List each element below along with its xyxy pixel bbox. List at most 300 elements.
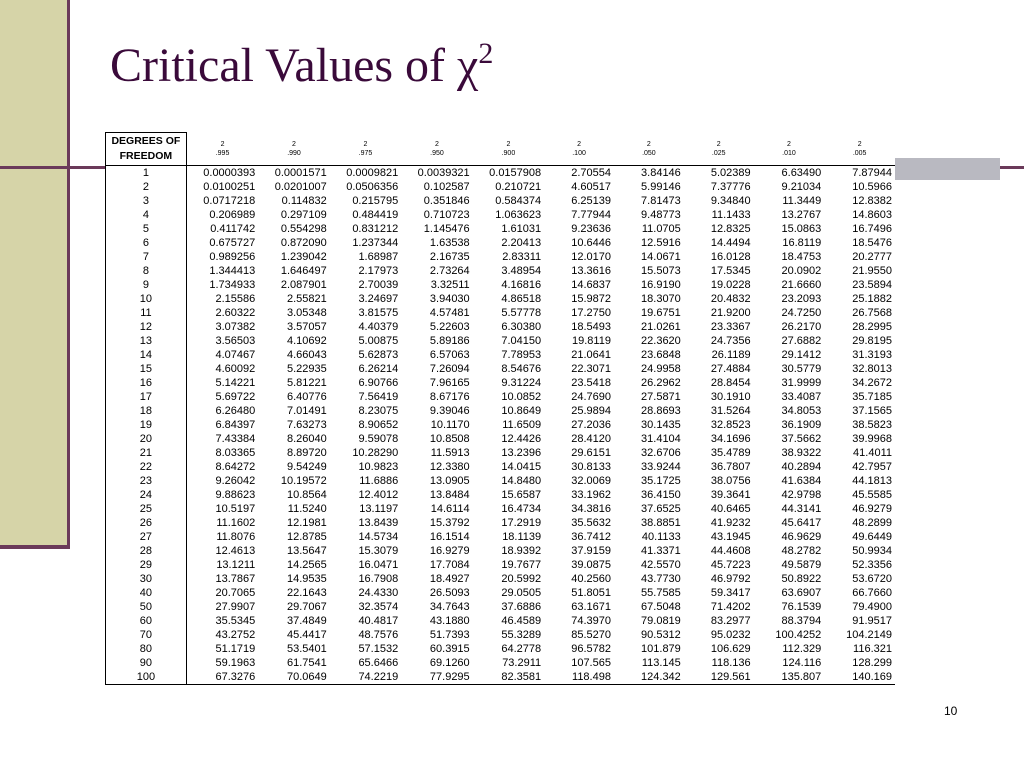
critical-value-cell: 31.3193 xyxy=(852,349,892,361)
critical-value-cell: 41.6384 xyxy=(781,475,822,487)
critical-value-cell: 6.90766 xyxy=(358,377,399,389)
critical-value-cell: 106.629 xyxy=(710,643,751,655)
critical-value-cell: 30.8133 xyxy=(571,461,611,473)
critical-value-cell: 4.16816 xyxy=(501,279,542,291)
critical-value-cell: 29.8195 xyxy=(852,335,892,347)
critical-value-cell: 112.329 xyxy=(782,643,822,655)
column-header-superscript: 2 xyxy=(716,140,721,148)
critical-value-cell: 64.2778 xyxy=(501,643,542,655)
critical-value-cell: 0.872090 xyxy=(280,237,327,249)
df-cell: 80 xyxy=(106,642,187,656)
df-cell: 2 xyxy=(106,180,187,194)
table-row xyxy=(106,656,896,670)
critical-value-cell: 11.1602 xyxy=(216,517,256,529)
critical-value-cell: 30.5779 xyxy=(781,363,822,375)
critical-value-cell: 66.7660 xyxy=(852,587,892,599)
critical-value-cell: 24.7690 xyxy=(571,391,611,403)
df-cell: 70 xyxy=(106,628,187,642)
side-bar-bottom-rule xyxy=(0,545,70,549)
critical-value-cell: 5.81221 xyxy=(286,377,327,389)
table-row xyxy=(106,474,896,488)
critical-value-cell: 24.7356 xyxy=(710,335,751,347)
df-cell: 1 xyxy=(106,166,187,181)
critical-value-cell: 1.68987 xyxy=(358,251,399,263)
df-cell: 22 xyxy=(106,460,187,474)
critical-value-cell: 0.675727 xyxy=(209,237,256,249)
critical-value-cell: 5.57778 xyxy=(501,307,542,319)
critical-value-cell: 13.1197 xyxy=(359,503,399,515)
critical-value-cell: 3.81575 xyxy=(358,307,399,319)
critical-value-cell: 6.57063 xyxy=(429,349,470,361)
critical-value-cell: 26.2962 xyxy=(641,377,681,389)
critical-value-cell: 16.1514 xyxy=(429,531,470,543)
critical-value-cell: 9.88623 xyxy=(215,489,256,501)
critical-value-cell: 74.3970 xyxy=(571,615,611,627)
critical-value-cell: 124.342 xyxy=(614,670,684,685)
table-row xyxy=(106,432,896,446)
critical-value-cell: 15.3792 xyxy=(429,517,470,529)
critical-value-cell: 23.2093 xyxy=(781,293,822,305)
table-row xyxy=(106,418,896,432)
column-header xyxy=(754,133,825,166)
critical-value-cell: 43.1880 xyxy=(429,615,470,627)
critical-value-cell: 12.4426 xyxy=(501,433,542,445)
critical-value-cell: 2.17973 xyxy=(358,265,399,277)
critical-value-cell: 15.0863 xyxy=(781,223,822,235)
table-row xyxy=(106,180,896,194)
critical-value-cell: 32.8013 xyxy=(852,363,892,375)
slide-title xyxy=(110,37,494,92)
critical-value-cell: 21.6660 xyxy=(781,279,822,291)
critical-value-cell: 1.734933 xyxy=(209,279,256,291)
critical-value-cell: 9.34840 xyxy=(710,195,751,207)
df-cell: 100 xyxy=(106,670,187,685)
critical-value-cell: 40.2560 xyxy=(571,573,611,585)
df-cell: 18 xyxy=(106,404,187,418)
critical-value-cell: 107.565 xyxy=(571,657,611,669)
critical-value-cell: 4.60517 xyxy=(571,181,611,193)
critical-value-cell: 44.3141 xyxy=(781,503,822,515)
critical-value-cell: 51.8051 xyxy=(571,587,611,599)
critical-value-cell: 10.5197 xyxy=(215,503,256,515)
critical-value-cell: 26.7568 xyxy=(852,307,892,319)
df-cell: 10 xyxy=(106,292,187,306)
critical-value-cell: 20.2777 xyxy=(852,251,892,263)
critical-value-cell: 10.8508 xyxy=(429,433,470,445)
critical-value-cell: 11.6886 xyxy=(359,475,399,487)
df-cell: 21 xyxy=(106,446,187,460)
critical-value-cell: 13.8439 xyxy=(358,517,399,529)
critical-value-cell: 36.4150 xyxy=(641,489,681,501)
critical-value-cell: 12.5916 xyxy=(641,237,681,249)
critical-value-cell: 23.3367 xyxy=(710,321,751,333)
critical-value-cell: 95.0232 xyxy=(710,629,751,641)
critical-value-cell: 39.0875 xyxy=(571,559,611,571)
critical-value-cell: 39.3641 xyxy=(710,489,751,501)
critical-value-cell: 48.2782 xyxy=(781,545,822,557)
critical-value-cell: 34.8053 xyxy=(781,405,822,417)
critical-value-cell: 14.2565 xyxy=(286,559,327,571)
critical-value-cell: 6.63490 xyxy=(754,166,825,181)
critical-value-cell: 0.0000393 xyxy=(186,166,258,181)
critical-value-cell: 38.8851 xyxy=(641,517,681,529)
critical-value-cell: 90.5312 xyxy=(641,629,681,641)
table-row xyxy=(106,642,896,656)
critical-value-cell: 76.1539 xyxy=(781,601,822,613)
degrees-of-freedom-header xyxy=(106,133,187,166)
decorative-gray-band xyxy=(895,158,1000,180)
critical-value-cell: 17.7084 xyxy=(429,559,470,571)
critical-value-cell: 8.54676 xyxy=(501,363,542,375)
critical-value-cell: 36.7412 xyxy=(571,531,611,543)
critical-value-cell: 140.169 xyxy=(824,670,895,685)
table-row xyxy=(106,460,896,474)
column-header-superscript: 2 xyxy=(857,140,862,148)
critical-value-cell: 39.9968 xyxy=(852,433,892,445)
critical-value-cell: 10.8649 xyxy=(501,405,542,417)
critical-value-cell: 27.5871 xyxy=(641,391,681,403)
critical-value-cell: 0.554298 xyxy=(280,223,327,235)
critical-value-cell: 63.1671 xyxy=(571,601,611,613)
critical-value-cell: 4.60092 xyxy=(215,363,256,375)
critical-value-cell: 38.5823 xyxy=(852,419,892,431)
critical-value-cell: 0.215795 xyxy=(352,195,399,207)
critical-value-cell: 96.5782 xyxy=(571,643,611,655)
critical-value-cell: 91.9517 xyxy=(852,615,892,627)
critical-value-cell: 5.14221 xyxy=(215,377,256,389)
critical-value-cell: 29.0505 xyxy=(501,587,542,599)
table-row xyxy=(106,166,896,181)
critical-value-cell: 49.6449 xyxy=(852,531,892,543)
critical-value-cell: 45.5585 xyxy=(852,489,892,501)
critical-value-cell: 18.1139 xyxy=(502,531,542,543)
critical-value-cell: 74.2219 xyxy=(330,670,401,685)
critical-value-cell: 3.24697 xyxy=(358,293,399,305)
critical-value-cell: 38.9322 xyxy=(781,447,822,459)
critical-value-cell: 16.0128 xyxy=(710,251,751,263)
critical-value-cell: 11.8076 xyxy=(216,531,256,543)
critical-value-cell: 28.2995 xyxy=(852,321,892,333)
critical-value-cell: 0.831212 xyxy=(352,223,399,235)
column-header-alpha: .990 xyxy=(287,149,301,157)
critical-value-cell: 34.2672 xyxy=(852,377,892,389)
critical-value-cell: 18.5476 xyxy=(852,237,892,249)
df-cell: 23 xyxy=(106,474,187,488)
critical-value-cell: 57.1532 xyxy=(358,643,399,655)
critical-value-cell: 9.48773 xyxy=(641,209,681,221)
table-row xyxy=(106,208,896,222)
critical-value-cell: 53.6720 xyxy=(852,573,892,585)
critical-value-cell: 129.561 xyxy=(684,670,754,685)
critical-value-cell: 4.10692 xyxy=(286,335,327,347)
critical-value-cell: 6.84397 xyxy=(215,419,256,431)
table-row xyxy=(106,572,896,586)
critical-value-cell: 29.1412 xyxy=(781,349,822,361)
critical-value-cell: 124.116 xyxy=(782,657,822,669)
df-cell: 20 xyxy=(106,432,187,446)
critical-value-cell: 7.78953 xyxy=(501,349,542,361)
column-header xyxy=(473,133,544,166)
side-bar-border xyxy=(67,0,70,548)
critical-value-cell: 35.5632 xyxy=(571,517,611,529)
critical-value-cell: 35.5345 xyxy=(215,615,256,627)
table-row xyxy=(106,236,896,250)
column-header-alpha: .950 xyxy=(430,149,444,157)
critical-value-cell: 37.9159 xyxy=(571,545,611,557)
critical-value-cell: 128.299 xyxy=(852,657,892,669)
critical-value-cell: 113.145 xyxy=(641,657,681,669)
critical-value-cell: 40.2894 xyxy=(781,461,822,473)
critical-value-cell: 8.23075 xyxy=(358,405,399,417)
table-header-row xyxy=(106,133,896,166)
table-row xyxy=(106,544,896,558)
critical-value-cell: 3.32511 xyxy=(430,279,470,291)
critical-value-cell: 49.5879 xyxy=(781,559,822,571)
df-cell: 27 xyxy=(106,530,187,544)
table-row xyxy=(106,516,896,530)
critical-value-cell: 6.26480 xyxy=(215,405,256,417)
critical-value-cell: 7.01491 xyxy=(286,405,327,417)
table-row xyxy=(106,320,896,334)
critical-value-cell: 12.4012 xyxy=(358,489,399,501)
critical-value-cell: 9.23636 xyxy=(571,223,611,235)
critical-value-cell: 23.6848 xyxy=(641,349,681,361)
table-row xyxy=(106,334,896,348)
critical-value-cell: 43.2752 xyxy=(215,629,256,641)
critical-value-cell: 55.7585 xyxy=(641,587,681,599)
critical-value-cell: 0.411742 xyxy=(210,223,256,235)
critical-value-cell: 19.6751 xyxy=(641,307,681,319)
critical-value-cell: 118.136 xyxy=(711,657,751,669)
critical-value-cell: 60.3915 xyxy=(429,643,470,655)
critical-value-cell: 17.2750 xyxy=(571,307,611,319)
critical-value-cell: 26.5093 xyxy=(429,587,470,599)
critical-value-cell: 33.1962 xyxy=(571,489,611,501)
critical-value-cell: 15.9872 xyxy=(571,293,611,305)
column-header-superscript: 2 xyxy=(506,140,511,148)
critical-value-cell: 0.297109 xyxy=(280,209,327,221)
critical-value-cell: 55.3289 xyxy=(501,629,542,641)
critical-value-cell: 32.6706 xyxy=(641,447,681,459)
column-header xyxy=(330,133,401,166)
critical-value-cell: 30.1435 xyxy=(641,419,681,431)
critical-value-cell: 22.1643 xyxy=(286,587,327,599)
critical-value-cell: 10.0852 xyxy=(501,391,542,403)
critical-value-cell: 27.9907 xyxy=(215,601,256,613)
critical-value-cell: 59.3417 xyxy=(710,587,751,599)
critical-value-cell: 40.6465 xyxy=(710,503,751,515)
critical-value-cell: 65.6466 xyxy=(358,657,399,669)
critical-value-cell: 37.6525 xyxy=(641,503,681,515)
critical-value-cell: 27.2036 xyxy=(571,419,611,431)
column-header-alpha: .900 xyxy=(501,149,516,157)
critical-value-cell: 18.9392 xyxy=(501,545,542,557)
column-header-alpha: .050 xyxy=(642,149,656,157)
critical-value-cell: 15.5073 xyxy=(641,265,681,277)
critical-value-cell: 8.90652 xyxy=(358,419,399,431)
critical-value-cell: 36.1909 xyxy=(781,419,822,431)
column-header-alpha: .100 xyxy=(572,149,586,157)
critical-value-cell: 24.4330 xyxy=(358,587,399,599)
critical-value-cell: 6.26214 xyxy=(358,363,399,375)
critical-value-cell: 8.26040 xyxy=(286,433,327,445)
critical-value-cell: 31.9999 xyxy=(781,377,822,389)
critical-value-cell: 20.5992 xyxy=(501,573,542,585)
critical-value-cell: 40.1133 xyxy=(641,531,681,543)
critical-value-cell: 32.3574 xyxy=(358,601,399,613)
critical-value-cell: 14.6114 xyxy=(430,503,470,515)
critical-value-cell: 31.4104 xyxy=(641,433,681,445)
critical-value-cell: 31.5264 xyxy=(710,405,751,417)
critical-value-cell: 13.2767 xyxy=(781,209,822,221)
table-row xyxy=(106,614,896,628)
table-row xyxy=(106,222,896,236)
critical-value-cell: 118.498 xyxy=(544,670,614,685)
df-cell: 50 xyxy=(106,600,187,614)
df-cell: 3 xyxy=(106,194,187,208)
column-header-alpha: .975 xyxy=(358,149,373,157)
table-row xyxy=(106,488,896,502)
critical-value-cell: 0.351846 xyxy=(423,195,470,207)
table-row xyxy=(106,250,896,264)
column-header-alpha: .025 xyxy=(711,149,726,157)
critical-value-cell: 10.9823 xyxy=(358,461,399,473)
critical-value-cell: 0.484419 xyxy=(352,209,399,221)
critical-value-cell: 0.0001571 xyxy=(258,166,329,181)
df-cell: 40 xyxy=(106,586,187,600)
table-row xyxy=(106,530,896,544)
column-header xyxy=(614,133,684,166)
critical-value-cell: 0.0009821 xyxy=(330,166,401,181)
critical-value-cell: 33.9244 xyxy=(641,461,681,473)
critical-value-cell: 4.40379 xyxy=(358,321,399,333)
df-cell: 17 xyxy=(106,390,187,404)
critical-value-cell: 37.6886 xyxy=(501,601,542,613)
critical-value-cell: 13.5647 xyxy=(286,545,327,557)
df-cell: 7 xyxy=(106,250,187,264)
critical-value-cell: 37.4849 xyxy=(286,615,327,627)
table-row xyxy=(106,376,896,390)
critical-value-cell: 16.9190 xyxy=(641,279,681,291)
critical-value-cell: 44.1813 xyxy=(852,475,892,487)
critical-value-cell: 11.5240 xyxy=(287,503,327,515)
column-header-superscript: 2 xyxy=(220,140,225,148)
critical-value-cell: 21.9550 xyxy=(852,265,892,277)
critical-value-cell: 20.7065 xyxy=(215,587,256,599)
critical-value-cell: 12.8785 xyxy=(286,531,327,543)
critical-value-cell: 19.0228 xyxy=(710,279,751,291)
critical-value-cell: 45.7223 xyxy=(710,559,751,571)
table-row xyxy=(106,628,896,642)
critical-value-cell: 11.6509 xyxy=(502,419,542,431)
critical-value-cell: 4.57481 xyxy=(429,307,470,319)
critical-value-cell: 42.7957 xyxy=(852,461,892,473)
critical-value-cell: 19.7677 xyxy=(501,559,542,571)
column-header xyxy=(544,133,614,166)
critical-value-cell: 17.5345 xyxy=(710,265,751,277)
critical-value-cell: 41.3371 xyxy=(641,545,681,557)
critical-value-cell: 16.7908 xyxy=(358,573,399,585)
df-cell: 90 xyxy=(106,656,187,670)
critical-value-cell: 10.19572 xyxy=(280,475,327,487)
critical-value-cell: 63.6907 xyxy=(781,587,822,599)
critical-value-cell: 14.9535 xyxy=(286,573,327,585)
critical-value-cell: 6.25139 xyxy=(571,195,611,207)
critical-value-cell: 16.8119 xyxy=(782,237,822,249)
df-cell: 4 xyxy=(106,208,187,222)
column-header xyxy=(186,133,258,166)
critical-value-cell: 8.89720 xyxy=(286,447,327,459)
critical-value-cell: 12.4613 xyxy=(215,545,256,557)
df-cell: 30 xyxy=(106,572,187,586)
column-header-superscript: 2 xyxy=(292,140,296,148)
critical-value-cell: 42.5570 xyxy=(641,559,681,571)
critical-value-cell: 2.55821 xyxy=(286,293,327,305)
df-header-line2: FREEDOM xyxy=(119,150,173,162)
critical-value-cell: 28.8454 xyxy=(710,377,751,389)
table-body xyxy=(106,166,896,685)
critical-value-cell: 19.8119 xyxy=(572,335,611,347)
page-number: 10 xyxy=(944,704,958,718)
df-cell: 29 xyxy=(106,558,187,572)
critical-value-cell: 0.710723 xyxy=(423,209,470,221)
critical-value-cell: 12.8325 xyxy=(710,223,751,235)
critical-value-cell: 29.7067 xyxy=(286,601,327,613)
critical-value-cell: 5.22603 xyxy=(429,321,470,333)
critical-value-cell: 46.4589 xyxy=(501,615,542,627)
critical-value-cell: 10.5966 xyxy=(852,181,892,193)
table-row xyxy=(106,600,896,614)
critical-value-cell: 35.1725 xyxy=(641,475,681,487)
critical-value-cell: 16.9279 xyxy=(429,545,470,557)
critical-value-cell: 18.4753 xyxy=(781,251,822,263)
critical-value-cell: 1.237344 xyxy=(352,237,399,249)
critical-value-cell: 45.4417 xyxy=(286,629,327,641)
critical-value-cell: 1.63538 xyxy=(429,237,470,249)
critical-value-cell: 21.0641 xyxy=(571,349,611,361)
critical-value-cell: 36.7807 xyxy=(710,461,751,473)
table-row xyxy=(106,586,896,600)
critical-value-cell: 23.5894 xyxy=(852,279,892,291)
column-header xyxy=(684,133,754,166)
critical-value-cell: 13.7867 xyxy=(215,573,256,585)
critical-value-cell: 53.5401 xyxy=(286,643,327,655)
critical-value-cell: 0.0157908 xyxy=(473,166,544,181)
df-cell: 5 xyxy=(106,222,187,236)
critical-value-cell: 16.4734 xyxy=(501,503,542,515)
df-header-line1: DEGREES OF xyxy=(111,135,181,147)
column-header-superscript: 2 xyxy=(577,140,581,148)
table-row xyxy=(106,446,896,460)
critical-value-cell: 7.77944 xyxy=(571,209,611,221)
critical-value-cell: 7.43384 xyxy=(215,433,256,445)
critical-value-cell: 77.9295 xyxy=(401,670,472,685)
critical-value-cell: 2.15586 xyxy=(215,293,256,305)
critical-value-cell: 18.4927 xyxy=(429,573,470,585)
critical-value-cell: 14.0671 xyxy=(641,251,681,263)
column-header xyxy=(401,133,472,166)
critical-value-cell: 32.0069 xyxy=(571,475,611,487)
critical-value-cell: 48.2899 xyxy=(852,517,892,529)
critical-value-cell: 4.66043 xyxy=(286,349,327,361)
critical-value-cell: 5.22935 xyxy=(286,363,327,375)
critical-value-cell: 0.114832 xyxy=(281,195,327,207)
critical-value-cell: 5.69722 xyxy=(215,391,256,403)
critical-value-cell: 34.3816 xyxy=(571,503,611,515)
critical-value-cell: 7.26094 xyxy=(429,363,470,375)
critical-value-cell: 1.61031 xyxy=(501,223,542,235)
critical-value-cell: 20.0902 xyxy=(781,265,822,277)
